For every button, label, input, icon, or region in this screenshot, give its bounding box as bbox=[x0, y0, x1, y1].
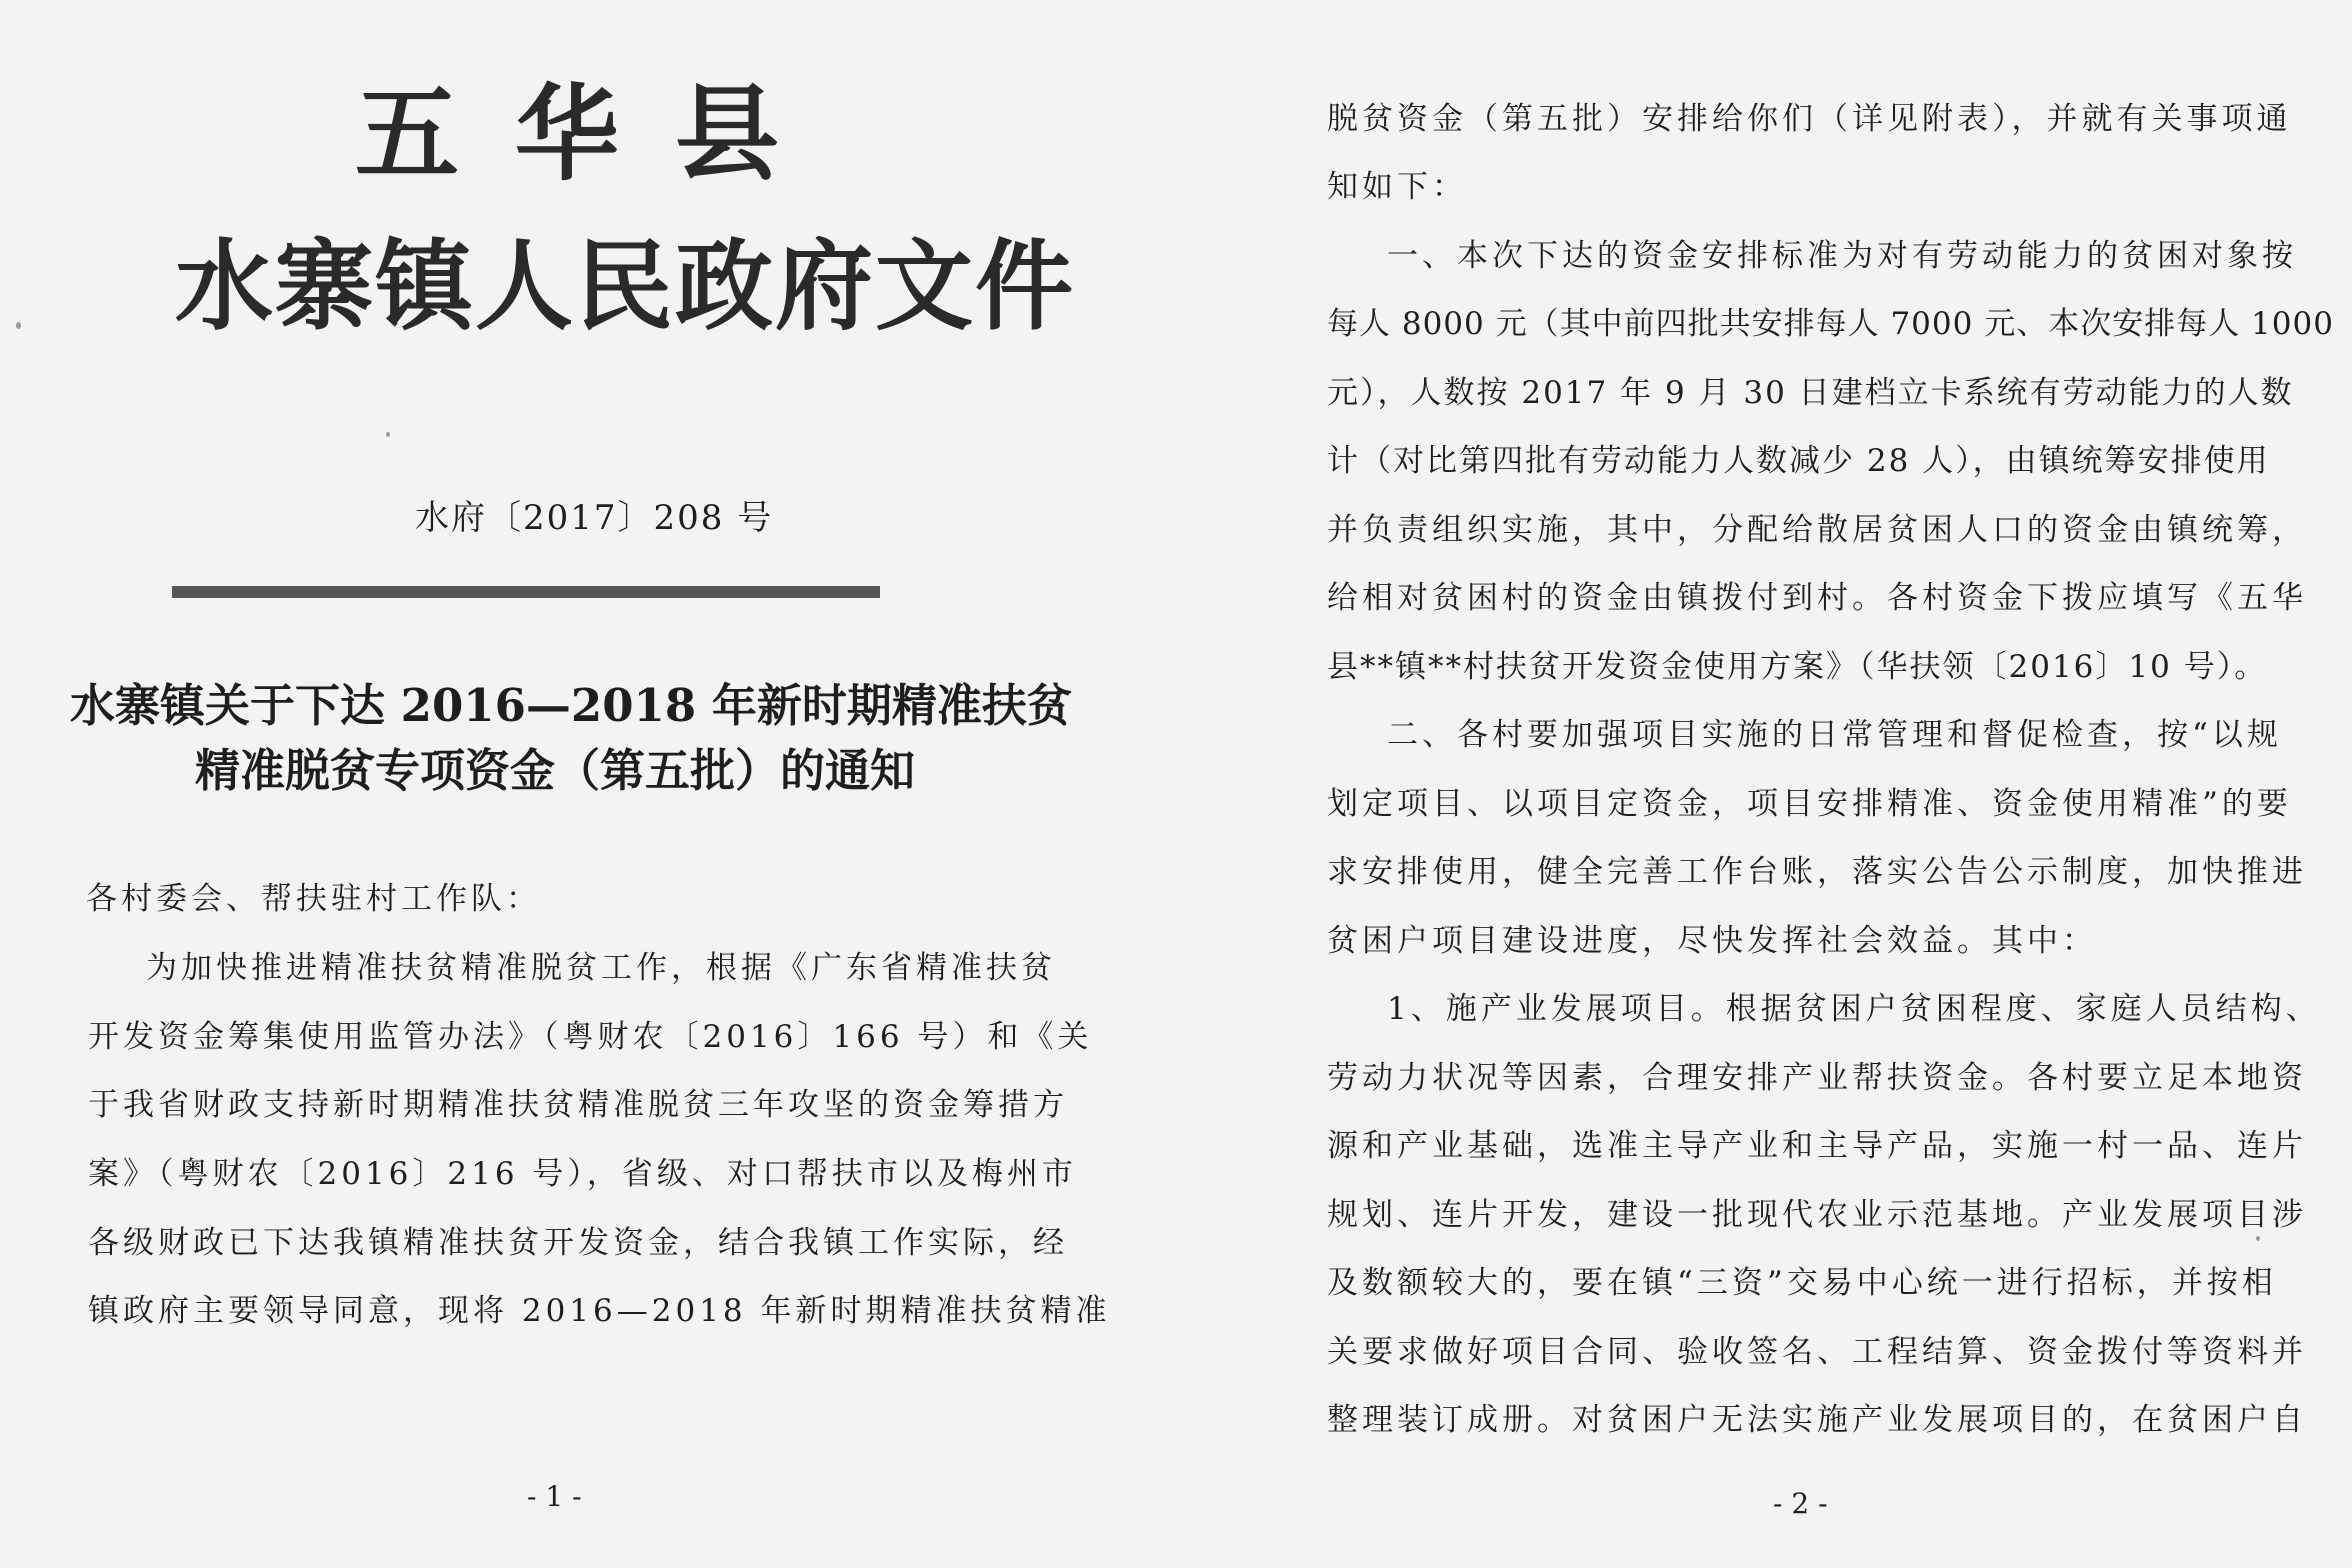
header-divider-rule bbox=[172, 586, 880, 598]
body-line: 给相对贫困村的资金由镇拨付到村。各村资金下拨应填写《五华 bbox=[1327, 580, 2307, 616]
subject-line-2: 精准脱贫专项资金（第五批）的通知 bbox=[194, 744, 915, 797]
body-line: 整理装订成册。对贫困户无法实施产业发展项目的，在贫困户自 bbox=[1327, 1402, 2307, 1438]
page-number: - 2 - bbox=[1773, 1487, 1828, 1520]
body-line: 二、各村要加强项目实施的日常管理和督促检查，按“以规 bbox=[1387, 717, 2282, 753]
body-line: 规划、连片开发，建设一批现代农业示范基地。产业发展项目涉 bbox=[1327, 1197, 2307, 1233]
body-line: 脱贫资金（第五批）安排给你们（详见附表），并就有关事项通 bbox=[1327, 101, 2292, 137]
body-line: 1、施产业发展项目。根据贫困户贫困程度、家庭人员结构、 bbox=[1387, 991, 2321, 1027]
body-line: 贫困户项目建设进度，尽快发挥社会效益。其中： bbox=[1327, 923, 2097, 959]
body-line: 并负责组织实施，其中，分配给散居贫困人口的资金由镇统筹， bbox=[1327, 512, 2307, 548]
body-line: 知如下： bbox=[1327, 169, 1467, 205]
body-line: 各级财政已下达我镇精准扶贫开发资金，结合我镇工作实际，经 bbox=[88, 1225, 1068, 1261]
body-line: 县**镇**村扶贫开发资金使用方案》（华扶领〔2016〕10 号）。 bbox=[1327, 649, 2268, 685]
body-line: 计（对比第四批有劳动能力人数减少 28 人），由镇统筹安排使用 bbox=[1327, 443, 2270, 479]
body-line: 每人 8000 元（其中前四批共安排每人 7000 元、本次安排每人 1000 bbox=[1327, 306, 2334, 342]
body-line: 案》（粤财农〔2016〕216 号），省级、对口帮扶市以及梅州市 bbox=[88, 1156, 1077, 1192]
body-line: 劳动力状况等因素，合理安排产业帮扶资金。各村要立足本地资 bbox=[1327, 1060, 2307, 1096]
body-line: 划定项目、以项目定资金，项目安排精准、资金使用精准”的要 bbox=[1327, 786, 2292, 822]
body-line: 元），人数按 2017 年 9 月 30 日建档立卡系统有劳动能力的人数 bbox=[1327, 375, 2294, 411]
body-line: 开发资金筹集使用监管办法》（粤财农〔2016〕166 号）和《关 bbox=[88, 1019, 1093, 1055]
body-line: 关要求做好项目合同、验收签名、工程结算、资金拨付等资料并 bbox=[1327, 1334, 2307, 1370]
body-line: 镇政府主要领导同意，现将 2016—2018 年新时期精准扶贫精准 bbox=[88, 1293, 1111, 1329]
scan-speck bbox=[386, 432, 390, 437]
subject-line-1: 水寨镇关于下达 2016—2018 年新时期精准扶贫 bbox=[70, 679, 1072, 732]
body-line: 求安排使用，健全完善工作台账，落实公告公示制度，加快推进 bbox=[1327, 854, 2307, 890]
document-number: 水府〔2017〕208 号 bbox=[415, 498, 774, 538]
body-line: 于我省财政支持新时期精准扶贫精准脱贫三年攻坚的资金筹措方 bbox=[88, 1087, 1068, 1123]
scan-speck bbox=[16, 322, 21, 329]
body-line: 一、本次下达的资金安排标准为对有劳动能力的贫困对象按 bbox=[1387, 238, 2297, 274]
page-number: - 1 - bbox=[527, 1480, 582, 1513]
salutation: 各村委会、帮扶驻村工作队： bbox=[86, 881, 541, 917]
body-line: 及数额较大的，要在镇“三资”交易中心统一进行招标，并按相 bbox=[1327, 1265, 2277, 1301]
body-line: 源和产业基础，选准主导产业和主导产品，实施一村一品、连片 bbox=[1327, 1128, 2307, 1164]
body-line: 为加快推进精准扶贫精准脱贫工作，根据《广东省精准扶贫 bbox=[146, 950, 1056, 986]
scan-speck bbox=[2256, 1236, 2260, 1241]
page-right bbox=[1176, 0, 2352, 1568]
county-title: 五华县 bbox=[355, 72, 836, 195]
government-document-title: 水寨镇人民政府文件 bbox=[175, 229, 1076, 344]
